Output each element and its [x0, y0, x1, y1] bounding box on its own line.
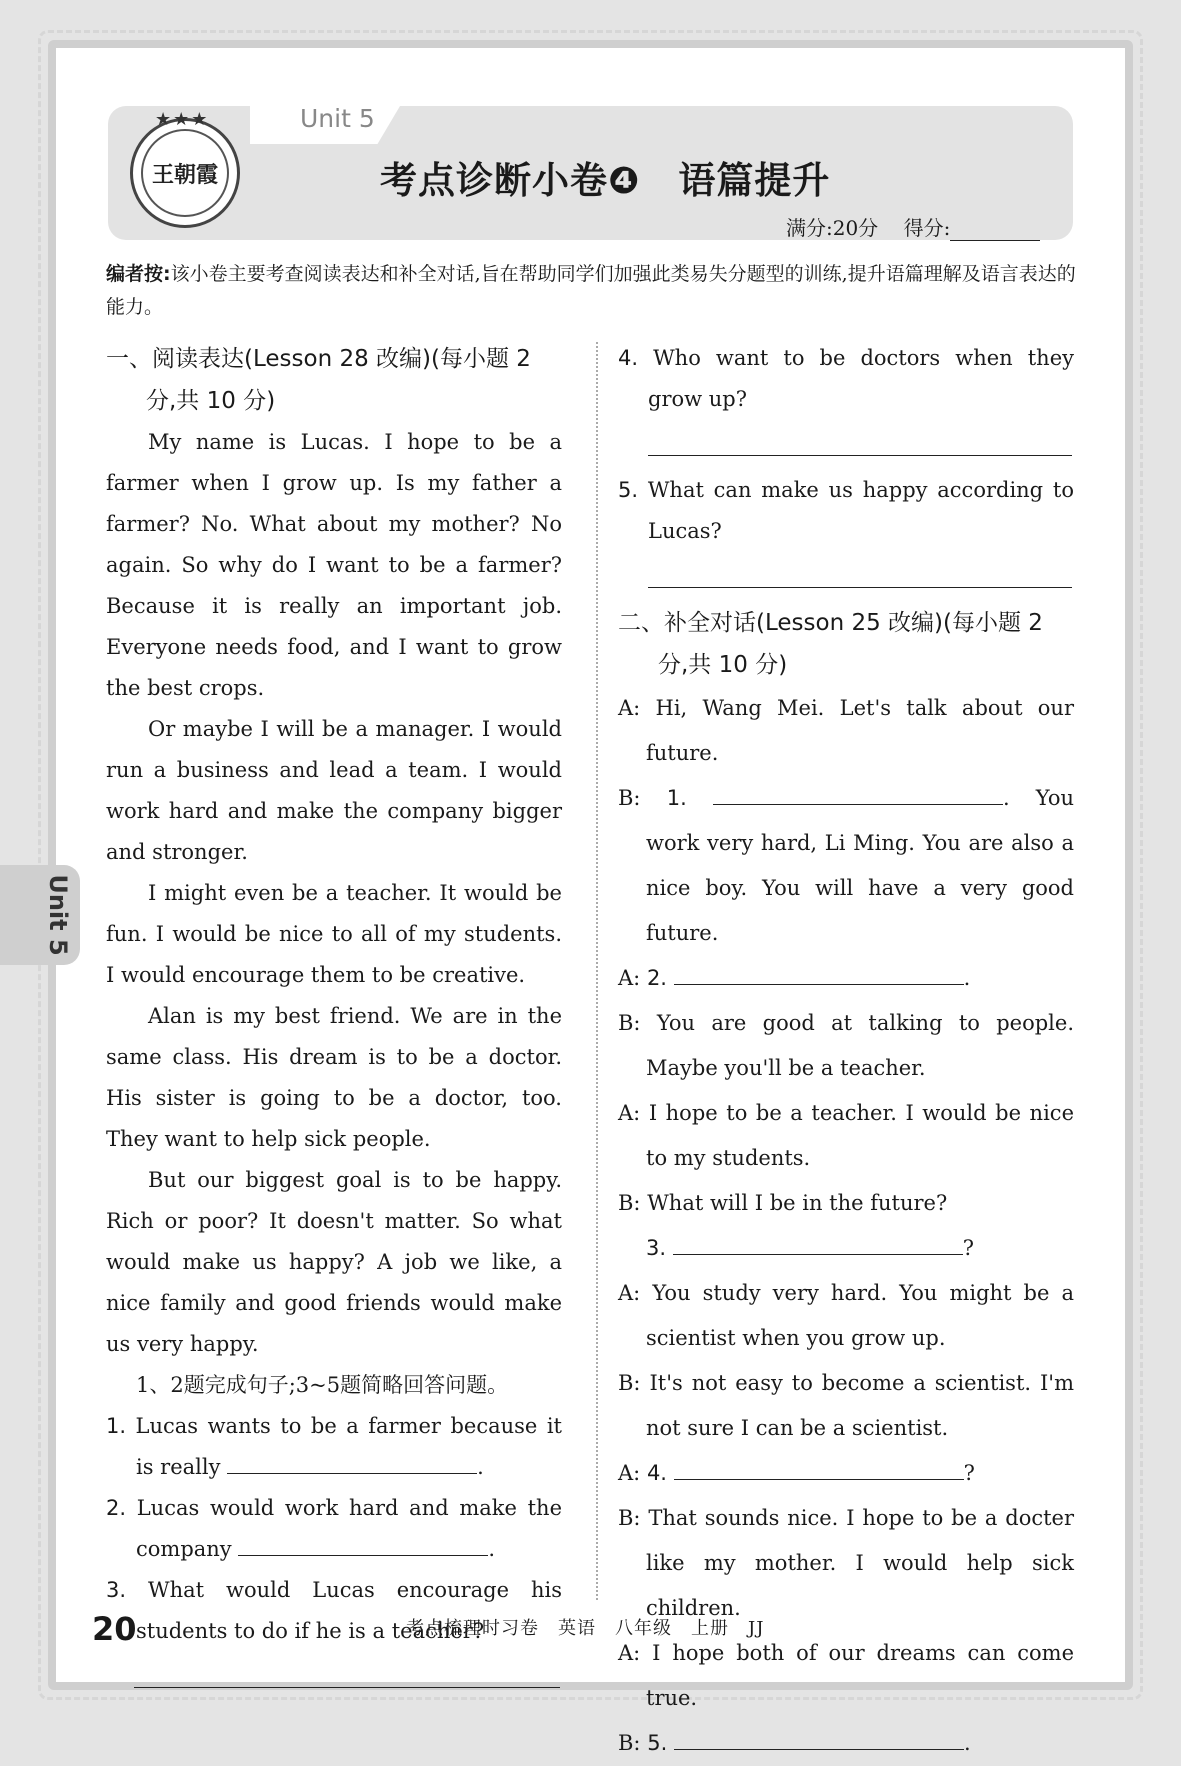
passage-paragraph: But our biggest goal is to be happy. Rich or poor? It doesn't matter. So what would make us happy? A job we like, a nice family and good friends would make us very happy.: [106, 1168, 562, 1356]
section1-heading: [106, 338, 562, 422]
dialogue-text: Hi, Wang Mei. Let's talk about our future.: [646, 696, 1074, 765]
dialogue-line: [618, 1361, 1074, 1451]
passage-paragraph: Alan is my best friend. We are in the same class. His dream is to be a doctor. His sister is going to be a doctor, too. They want to help sick people.: [106, 1004, 562, 1151]
speaker-label: A:: [618, 1101, 641, 1125]
unit-label: Unit 5: [300, 104, 375, 133]
question-number: 1.: [106, 1414, 127, 1438]
dialogue-text: It's not easy to become a scientist. I'm not sure I can be a scientist.: [646, 1371, 1074, 1440]
answer-blank[interactable]: [238, 1533, 488, 1556]
dialogue-line: [618, 686, 1074, 776]
question-2: [106, 1488, 562, 1570]
punctuation: ?: [963, 1461, 975, 1485]
left-column: [106, 338, 562, 1688]
blank-number: 4.: [646, 1461, 667, 1485]
punctuation: .: [477, 1455, 484, 1479]
side-unit-label: Unit 5: [44, 874, 72, 956]
answer-line[interactable]: [648, 454, 1072, 456]
question-number: 4.: [618, 346, 639, 370]
blank-number: 2.: [646, 966, 667, 990]
speaker-label: B:: [618, 1011, 641, 1035]
dialogue-line: [618, 1451, 1074, 1496]
page-title: 考点诊断小卷❹ 语篇提升: [380, 159, 831, 202]
answer-blank[interactable]: [227, 1451, 477, 1474]
dialogue-line: [618, 776, 1074, 956]
speaker-label: A:: [618, 1641, 641, 1665]
question-text: What can make us happy according to Lucas?: [647, 478, 1074, 543]
section2-heading-line2: 分,共 10 分): [658, 652, 788, 678]
question-text: What would Lucas encourage his students to do if he is a teacher?: [136, 1578, 562, 1643]
passage-paragraph: My name is Lucas. I hope to be a farmer when I grow up. Is my father a farmer? No. What about my mother? No again. So why do I want to be a farmer? Because it is really an important job. Everyone needs food, and I want to grow the best crops.: [106, 430, 562, 700]
punctuation: .: [963, 1731, 971, 1755]
answer-blank[interactable]: [674, 1727, 964, 1750]
question-text: Lucas wants to be a farmer because it is really: [135, 1414, 562, 1479]
speaker-label: A:: [618, 1461, 641, 1485]
speaker-label: B:: [618, 1731, 641, 1755]
passage-paragraph: Or maybe I will be a manager. I would run a business and lead a team. I would work hard and make the company bigger and stronger.: [106, 717, 562, 864]
score-blank[interactable]: [950, 222, 1040, 241]
answer-blank[interactable]: [673, 1232, 963, 1255]
logo-text: 王朝霞: [141, 129, 229, 217]
question-4: [618, 338, 1074, 420]
editor-note-text: 该小卷主要考查阅读表达和补全对话,旨在帮助同学们加强此类易失分题型的训练,提升语篇理解及语言表达的能力。: [106, 263, 1076, 318]
section1-heading-line2: 分,共 10 分): [146, 388, 276, 414]
dialogue-line: [618, 1721, 1074, 1766]
question-1: [106, 1406, 562, 1488]
blank-number: 3.: [646, 1236, 667, 1260]
dialogue-line: [618, 1631, 1074, 1721]
page-number: 20: [92, 1610, 137, 1648]
dialogue-line: [618, 1001, 1074, 1091]
answer-line[interactable]: [134, 1686, 560, 1688]
editor-note: [106, 258, 1076, 324]
speaker-label: B:: [618, 1191, 641, 1215]
instruction: 1、2题完成句子;3~5题简略回答问题。: [136, 1373, 509, 1397]
dialogue-text: I hope to be a teacher. I would be nice to my students.: [646, 1101, 1074, 1170]
answer-blank[interactable]: [674, 1457, 964, 1480]
speaker-label: A:: [618, 1281, 641, 1305]
dialogue-text: That sounds nice. I hope to be a docter like my mother. I would help sick children.: [646, 1506, 1074, 1620]
section2-heading-line1: 二、补全对话(Lesson 25 改编)(每小题 2: [618, 610, 1043, 636]
speaker-label: B:: [618, 1506, 641, 1530]
dialogue-text: . You work very hard, Li Ming. You are also a nice boy. You will have a very good future.: [646, 786, 1074, 945]
blank-number: 1.: [666, 786, 687, 810]
dialogue-line: [618, 1271, 1074, 1361]
full-score: 满分:20分: [786, 216, 879, 240]
dialogue-text: I hope both of our dreams can come true.: [646, 1641, 1074, 1710]
editor-note-label: 编者按:: [106, 263, 171, 285]
side-unit-tab: [0, 865, 80, 965]
dialogue-line: [618, 1226, 1074, 1271]
stars-icon: ★★★: [155, 109, 210, 130]
answer-line[interactable]: [648, 586, 1072, 588]
column-divider: [596, 342, 598, 1600]
dialogue-text: What will I be in the future?: [647, 1191, 948, 1215]
dialogue-text: You are good at talking to people. Maybe you'll be a teacher.: [646, 1011, 1074, 1080]
score-label: 得分:: [903, 216, 951, 240]
section2-heading: [618, 602, 1074, 686]
question-number: 5.: [618, 478, 639, 502]
dialogue-line: [618, 1091, 1074, 1181]
answer-blank[interactable]: [674, 962, 964, 985]
dialogue-line: [618, 1181, 1074, 1226]
question-number: 3.: [106, 1578, 127, 1602]
right-column: [618, 338, 1074, 1766]
speaker-label: B:: [618, 1371, 641, 1395]
punctuation: .: [488, 1537, 496, 1561]
blank-number: 5.: [647, 1731, 668, 1755]
speaker-label: B:: [618, 786, 641, 810]
publisher-logo: [130, 109, 240, 228]
footer-text: 考点梳理时习卷 英语 八年级 上册 JJ: [406, 1618, 765, 1639]
question-number: 2.: [106, 1496, 127, 1520]
punctuation: .: [963, 966, 971, 990]
dialogue-text: You study very hard. You might be a scientist when you grow up.: [646, 1281, 1074, 1350]
question-5: [618, 470, 1074, 552]
dialogue-line: [618, 956, 1074, 1001]
score-box: [786, 212, 1040, 241]
passage-paragraph: I might even be a teacher. It would be fun. I would be nice to all of my students. I would encourage them to be creative.: [106, 881, 562, 987]
speaker-label: A:: [618, 966, 641, 990]
punctuation: ?: [962, 1236, 974, 1260]
question-text: Who want to be doctors when they grow up?: [648, 346, 1074, 411]
question-text: Lucas would work hard and make the company: [136, 1496, 562, 1561]
section1-heading-line1: 一、阅读表达(Lesson 28 改编)(每小题 2: [106, 346, 531, 372]
dialogue-line: [618, 1496, 1074, 1631]
answer-blank[interactable]: [713, 782, 1003, 805]
speaker-label: A:: [618, 696, 641, 720]
